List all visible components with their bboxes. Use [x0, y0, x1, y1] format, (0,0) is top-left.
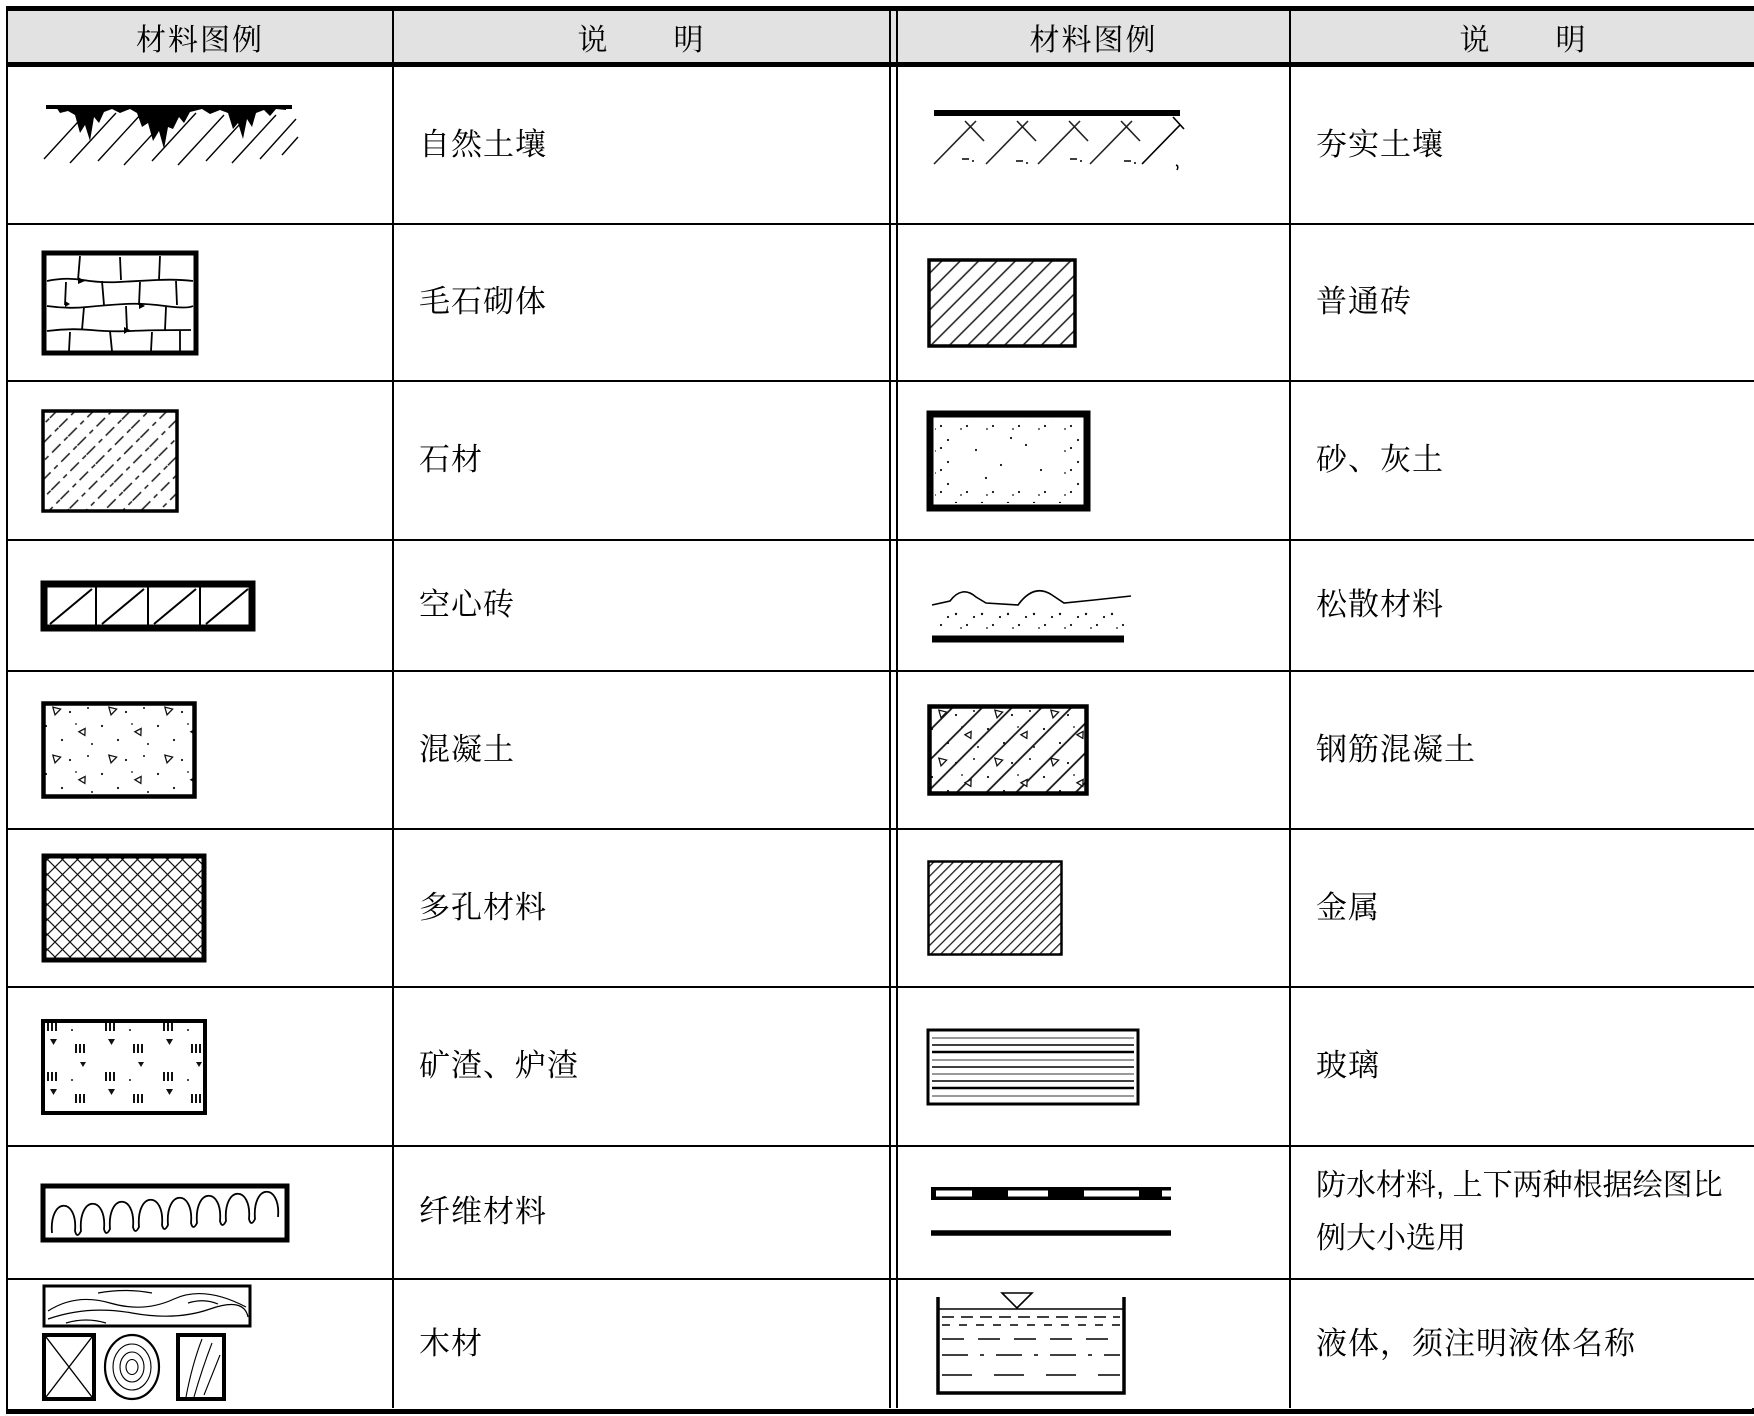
- label-cell-compacted-soil: [1291, 67, 1754, 225]
- label-cell-wood: [394, 1280, 889, 1408]
- slag-cinder-label: 矿渣、炉渣: [419, 1048, 579, 1084]
- center-double-divider: [889, 382, 898, 541]
- loose-material-label: 松散材料: [1316, 587, 1444, 623]
- label-cell-concrete: [394, 672, 889, 830]
- natural-soil-label: 自然土壤: [419, 126, 547, 162]
- header-material-legend-left: [8, 11, 394, 67]
- symbol-cell-rubble-masonry: [8, 225, 394, 382]
- symbol-cell-reinforced-concrete: [898, 672, 1291, 830]
- symbol-cell-porous-material: [8, 830, 394, 988]
- symbol-cell-sand-lime-soil: [898, 382, 1291, 541]
- label-cell-reinforced-concrete: [1291, 672, 1754, 830]
- header-label: 材料图例: [1029, 23, 1158, 57]
- reinforced-concrete-symbol: [926, 703, 1090, 797]
- stone-label: 石材: [419, 442, 483, 478]
- label-cell-sand-lime-soil: [1291, 382, 1754, 541]
- liquid-label: 液体，须注明液体名称: [1316, 1325, 1636, 1361]
- symbol-cell-liquid: [898, 1280, 1291, 1408]
- porous-material-label: 多孔材料: [419, 889, 547, 925]
- center-double-divider: [889, 1147, 898, 1280]
- label-cell-waterproof-material: [1291, 1147, 1754, 1280]
- hollow-brick-symbol: [40, 580, 256, 632]
- label-cell-glass: [1291, 988, 1754, 1147]
- label-cell-fiber-material: [394, 1147, 889, 1280]
- header-label: 说 明: [577, 23, 706, 57]
- label-cell-rubble-masonry: [394, 225, 889, 382]
- symbol-cell-fiber-material: [8, 1147, 394, 1280]
- symbol-cell-slag-cinder: [8, 988, 394, 1147]
- compacted-soil-symbol: [926, 97, 1188, 193]
- liquid-symbol: [926, 1283, 1136, 1405]
- porous-material-symbol: [40, 852, 208, 964]
- slag-cinder-symbol: [40, 1018, 208, 1116]
- reinforced-concrete-label: 钢筋混凝土: [1316, 731, 1476, 767]
- symbol-cell-wood: [8, 1280, 394, 1408]
- label-cell-liquid: [1291, 1280, 1754, 1408]
- symbol-cell-loose-material: [898, 541, 1291, 672]
- waterproof-material-label: 防水材料, 上下两种根据绘图比例大小选用: [1316, 1169, 1723, 1255]
- natural-soil-symbol: [40, 97, 302, 193]
- center-double-divider: [889, 672, 898, 830]
- loose-material-symbol: [926, 565, 1141, 647]
- sand-lime-soil-symbol: [926, 410, 1091, 512]
- glass-symbol: [926, 1028, 1140, 1106]
- metal-label: 金属: [1316, 889, 1380, 925]
- header-label: 材料图例: [136, 23, 264, 57]
- symbol-cell-hollow-brick: [8, 541, 394, 672]
- wood-symbol: [40, 1283, 255, 1405]
- wood-label: 木材: [419, 1325, 483, 1361]
- metal-symbol: [926, 859, 1064, 957]
- header-material-legend-right: [898, 11, 1291, 67]
- label-cell-metal: [1291, 830, 1754, 988]
- label-cell-common-brick: [1291, 225, 1754, 382]
- center-double-divider: [889, 541, 898, 672]
- header-label: 说 明: [1459, 23, 1588, 57]
- symbol-cell-stone: [8, 382, 394, 541]
- label-cell-slag-cinder: [394, 988, 889, 1147]
- symbol-cell-concrete: [8, 672, 394, 830]
- symbol-cell-compacted-soil: [898, 67, 1291, 225]
- label-cell-porous-material: [394, 830, 889, 988]
- label-cell-stone: [394, 382, 889, 541]
- center-double-divider: [889, 988, 898, 1147]
- stone-symbol: [40, 408, 180, 514]
- common-brick-label: 普通砖: [1316, 284, 1412, 320]
- header-description-left: [394, 11, 889, 67]
- center-double-divider: [889, 830, 898, 988]
- materials-legend-table: [6, 6, 1754, 1414]
- rubble-masonry-label: 毛石砌体: [419, 284, 547, 320]
- center-double-divider: [889, 1280, 898, 1408]
- concrete-label: 混凝土: [419, 731, 515, 767]
- label-cell-natural-soil: [394, 67, 889, 225]
- waterproof-material-symbol: [926, 1177, 1176, 1249]
- sand-lime-soil-label: 砂、灰土: [1316, 442, 1444, 478]
- hollow-brick-label: 空心砖: [419, 587, 515, 623]
- symbol-cell-glass: [898, 988, 1291, 1147]
- label-cell-loose-material: [1291, 541, 1754, 672]
- symbol-cell-natural-soil: [8, 67, 394, 225]
- header-description-right: [1291, 11, 1754, 67]
- label-cell-hollow-brick: [394, 541, 889, 672]
- center-double-divider: [889, 11, 898, 67]
- glass-label: 玻璃: [1316, 1048, 1380, 1084]
- common-brick-symbol: [926, 257, 1078, 349]
- symbol-cell-waterproof-material: [898, 1147, 1291, 1280]
- rubble-masonry-symbol: [40, 249, 200, 357]
- symbol-cell-metal: [898, 830, 1291, 988]
- concrete-symbol: [40, 700, 198, 800]
- compacted-soil-label: 夯实土壤: [1316, 126, 1444, 162]
- fiber-material-symbol: [40, 1183, 290, 1243]
- center-double-divider: [889, 67, 898, 225]
- center-double-divider: [889, 225, 898, 382]
- fiber-material-label: 纤维材料: [419, 1194, 547, 1230]
- symbol-cell-common-brick: [898, 225, 1291, 382]
